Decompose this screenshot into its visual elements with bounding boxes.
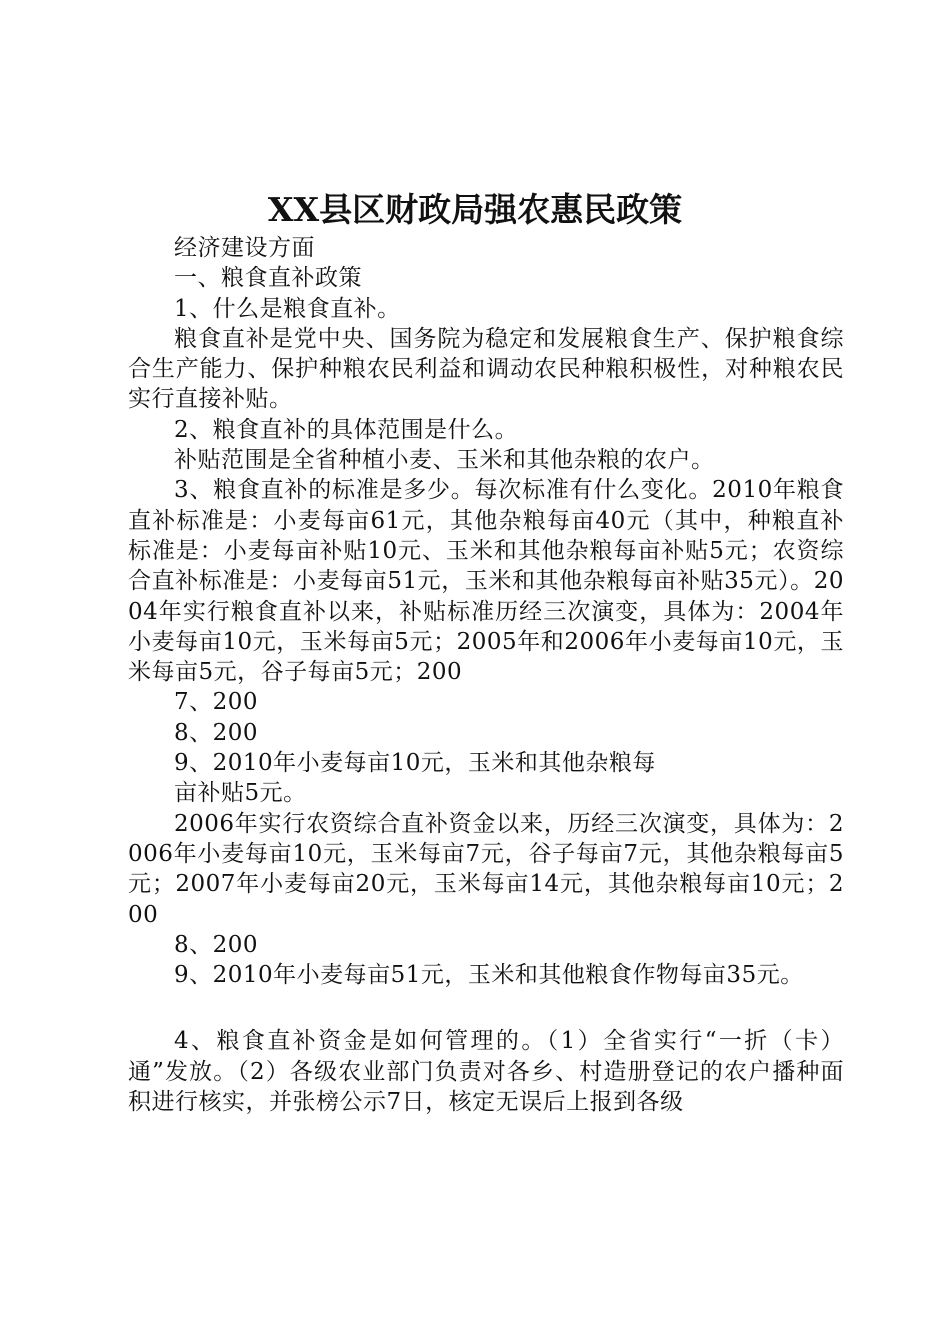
body-paragraph: 粮食直补是党中央、国务院为稳定和发展粮食生产、保护粮食综合生产能力、保护种粮农民利益和调动农民种粮积极性，对种粮农民实行直接补贴。: [128, 325, 844, 413]
body-paragraph: 补贴范围是全省种植小麦、玉米和其他杂粮的农户。: [174, 447, 715, 474]
body-fragment: 亩补贴5元。: [174, 780, 307, 807]
question-heading: 1、什么是粮食直补。: [174, 295, 401, 322]
body-paragraph: 2006年实行农资综合直补资金以来，历经三次演变，具体为：2006年小麦每亩10元，玉米每亩7元，谷子每亩7元，其他杂粮每亩5元；2007年小麦每亩20元，玉米每亩14元，其他杂粮每亩10元；200: [128, 810, 844, 928]
body-fragment: 9、2010年小麦每亩51元，玉米和其他粮食作物每亩35元。: [174, 962, 804, 989]
body-paragraph: 3、粮食直补的标准是多少。每次标准有什么变化。2010年粮食直补标准是：小麦每亩61元，其他杂粮每亩40元（其中，种粮直补标准是：小麦每亩补贴10元、玉米和其他杂粮每亩补贴5元；农资综合直补标准是：小麦每亩51元，玉米和其他杂粮每亩补贴35元）。2004年实行粮食直补以来，补贴标准历经三次演变，具体为：2004年小麦每亩10元，玉米每亩5元；2005年和2006年小麦每亩10元，玉米每亩5元，谷子每亩5元；200: [128, 477, 844, 686]
body-fragment: 9、2010年小麦每亩10元，玉米和其他杂粮每: [174, 750, 656, 777]
body-fragment: 8、200: [174, 931, 259, 958]
document-title: XX县区财政局强农惠民政策: [267, 190, 683, 229]
paragraph-gap: [128, 990, 844, 1026]
body-paragraph: 4、粮食直补资金是如何管理的。（1）全省实行“一折（卡）通”发放。（2）各级农业部门负责对各乡、村造册登记的农户播种面积进行核实，并张榜公示7日，核定无误后上报到各级: [128, 1028, 844, 1116]
policy-heading: 一、粮食直补政策: [174, 265, 362, 292]
section-heading: 经济建设方面: [174, 235, 315, 261]
document-body: [128, 233, 844, 1117]
body-fragment: 7、200: [174, 689, 259, 716]
body-fragment: 8、200: [174, 719, 259, 746]
question-heading: 2、粮食直补的具体范围是什么。: [174, 416, 519, 443]
